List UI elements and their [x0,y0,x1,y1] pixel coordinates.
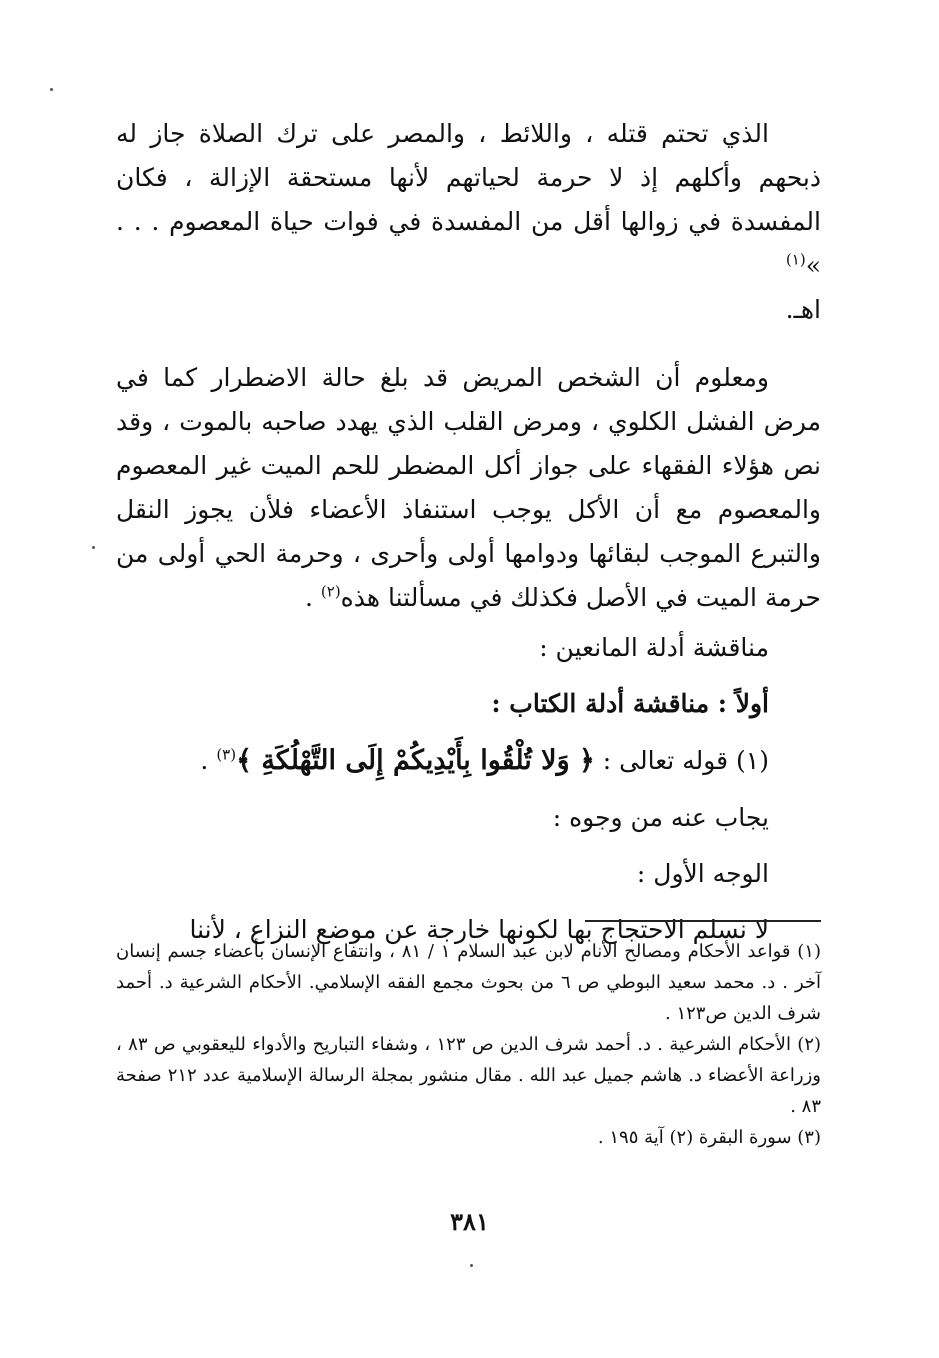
footnote-ref-2: (٢) [320,582,341,601]
ayah-intro: (١) قوله تعالى : [594,746,769,775]
footnote-1-text: قواعد الأحكام ومصالح الأنام لابن عبد السلام ١ / ٨١ ، وانتفاع الإنسان بأعضاء جسم إنسان آخر . د. محمد سعيد البوطي ص ٦ من بحوث مجمع الفقه الإسلامي. الأحكام الشرعية د. أحمد شرف الدين ص١٢٣ . [116,941,822,1024]
footnote-separator [585,920,821,922]
footnote-1-number: (١) [797,941,821,962]
paragraph-2-text: ومعلوم أن الشخص المريض قد بلغ حالة الاضطرار كما في مرض الفشل الكلوي ، ومرض القلب الذي يهدد صاحبه بالموت ، وقد نص هؤلاء الفقهاء على جواز أكل المضطر للحم الميت غير المعصوم والمعصوم مع أن الأكل يوجب استنفاذ الأعضاء فلأن يجوز النقل والتبرع الموجب لبقائها ودوامها أولى وأحرى ، وحرمة الحي أولى من حرمة الميت في الأصل فكذلك في مسألتنا هذه [116,363,821,612]
ayah-end: . [200,746,217,775]
main-text [116,112,821,958]
footnote-ref-3: (٣) [216,745,237,764]
paragraph-2 [116,356,821,620]
last-line: لا نسلم الاحتجاج بها لكونها خارجة عن موضع النزاع ، لأننا [189,915,769,944]
footnote-3-text: سورة البقرة (٢) آية ١٩٥ . [597,1127,798,1148]
heading-discussion: مناقشة أدلة المانعين : [539,633,769,662]
footnote-2-number: (٢) [797,1034,822,1055]
answer-line: يجاب عنه من وجوه : [552,803,769,832]
footnote-2 [116,1029,821,1122]
scan-speck [50,88,53,91]
paragraph-2-end: . [304,583,321,612]
footnote-3-number: (٣) [797,1127,821,1148]
ayah-quote: ﴿ وَلا تُلْقُوا بِأَيْدِيكُمْ إِلَى التَّهْلُكَةِ ﴾ [236,745,595,776]
scan-speck [470,1264,473,1267]
footnotes [116,936,821,1153]
scan-speck [92,546,95,549]
page-number: ٣٨١ [450,1207,489,1236]
footnote-1 [116,936,821,1029]
footnote-2-text: الأحكام الشرعية . د. أحمد شرف الدين ص ١٢٣ ، وشفاء التباريح والأدواء لليعقوبي ص ٨٣ ، وزراعة الأعضاء د. هاشم جميل عبد الله . مقال منشور بمجلة الرسالة الإسلامية عدد ٢١٢ صفحة ٨٣ . [116,1034,822,1117]
paragraph-1 [116,112,821,332]
paragraph-1-text: الذي تحتم قتله ، واللائط ، والمصر على ترك الصلاة جاز له ذبحهم وأكلهم إذ لا حرمة لحياتهم لأنها مستحقة الإزالة ، فكان المفسدة في زوالها أقل من المفسدة في فوات حياة المعصوم . . . » [116,119,821,280]
footnote-3 [116,1122,821,1153]
heading-first: أولاً : مناقشة أدلة الكتاب : [491,689,769,718]
ayah-line [116,732,821,790]
footnote-ref-1: (١) [785,250,806,269]
first-aspect-line: الوجه الأول : [636,859,769,888]
paragraph-1-end: اهـ. [785,295,821,324]
